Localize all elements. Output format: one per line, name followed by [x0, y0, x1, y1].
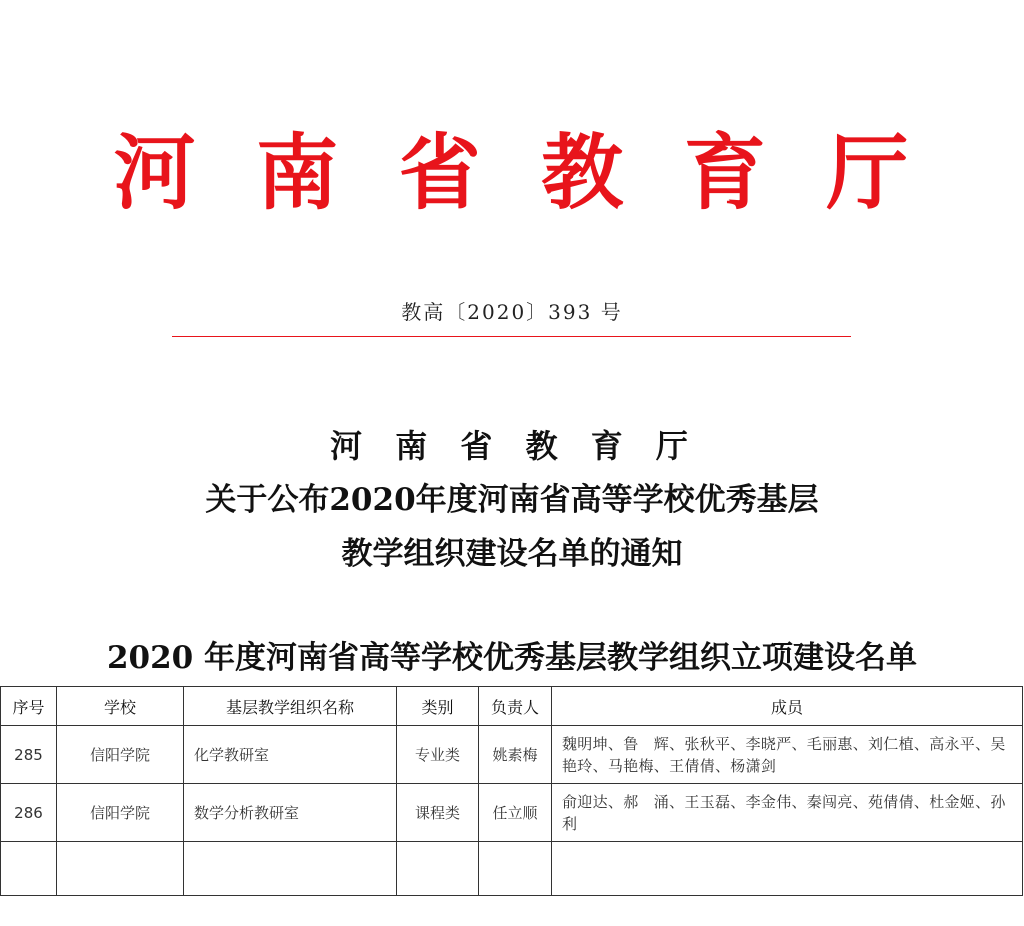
cell-leader: 任立顺	[479, 784, 552, 842]
header-seq: 序号	[1, 687, 57, 726]
cell-category: 专业类	[397, 726, 479, 784]
cell-org: 化学教研室	[184, 726, 397, 784]
red-divider-line	[172, 336, 851, 337]
cell-category: 课程类	[397, 784, 479, 842]
header-school: 学校	[57, 687, 184, 726]
list-title: 2020 年度河南省高等学校优秀基层教学组织立项建设名单	[106, 640, 918, 676]
cell-leader: 姚素梅	[479, 726, 552, 784]
cell-seq: 286	[1, 784, 57, 842]
roster-table	[0, 686, 1023, 896]
document-number: 教高〔2020〕393 号	[401, 300, 623, 324]
cell-org: 数学分析教研室	[184, 784, 397, 842]
notice-title-line-1: 关于公布2020年度河南省高等学校优秀基层	[205, 482, 819, 518]
notice-title-line-2: 教学组织建设名单的通知	[341, 536, 683, 572]
notice-issuer: 河 南 省 教 育 厅	[330, 427, 694, 465]
cell-members: 魏明坤、鲁 辉、张秋平、李晓严、毛丽惠、刘仁植、高永平、吴艳玲、马艳梅、王倩倩、杨潇剑	[552, 726, 1023, 784]
header-leader: 负责人	[479, 687, 552, 726]
header-category: 类别	[397, 687, 479, 726]
header-org: 基层教学组织名称	[184, 687, 397, 726]
cell-school: 信阳学院	[57, 784, 184, 842]
cell-seq: 285	[1, 726, 57, 784]
table-row	[1, 726, 1023, 784]
table-row	[1, 784, 1023, 842]
cell-members: 俞迎达、郝 涌、王玉磊、李金伟、秦闯亮、苑倩倩、杜金姬、孙 利	[552, 784, 1023, 842]
table-row-cut-off	[1, 842, 1023, 896]
table-header-row	[1, 687, 1023, 726]
header-members: 成员	[552, 687, 1023, 726]
masthead-title: 河 南 省 教 育 厅	[113, 125, 911, 221]
cell-school: 信阳学院	[57, 726, 184, 784]
